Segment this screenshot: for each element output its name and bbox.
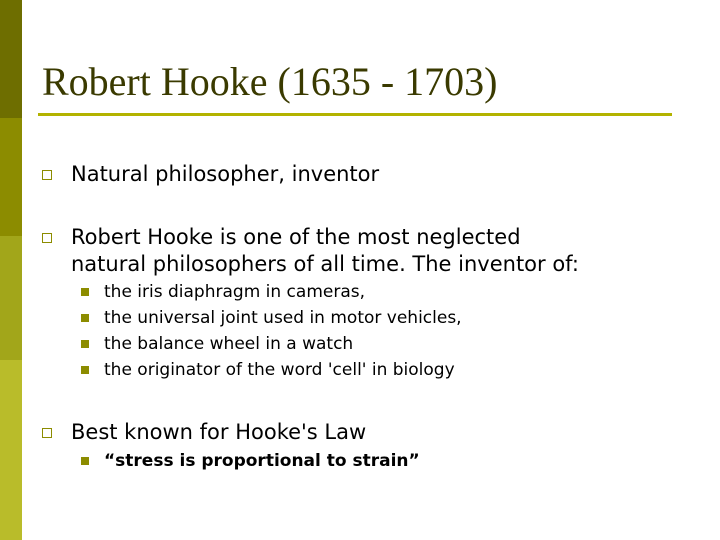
bullet-text-line-2: natural philosophers of all time. The inventor of:: [71, 252, 579, 276]
filled-square-bullet-icon: [81, 288, 89, 296]
sub-bullet-text: the universal joint used in motor vehicles,: [104, 308, 462, 328]
sub-bullet-text: the originator of the word 'cell' in biology: [104, 360, 455, 380]
sub-bullet-text: the iris diaphragm in cameras,: [104, 282, 366, 302]
side-bar-segment: [0, 236, 22, 360]
side-bar-segment: [0, 0, 22, 118]
square-bullet-icon: [42, 428, 52, 438]
side-bar-segment: [0, 118, 22, 236]
side-bar-segment: [0, 360, 22, 540]
title-underline: [38, 113, 672, 116]
bullet-text-line-1: Robert Hooke is one of the most neglected: [71, 225, 521, 249]
decorative-side-bar: [0, 0, 22, 540]
filled-square-bullet-icon: [81, 340, 89, 348]
sub-bullet-text: the balance wheel in a watch: [104, 334, 354, 354]
bullet-text: Best known for Hooke's Law: [71, 420, 367, 444]
filled-square-bullet-icon: [81, 314, 89, 322]
square-bullet-icon: [42, 170, 52, 180]
sub-bullet-text-quote: “stress is proportional to strain”: [104, 451, 420, 471]
filled-square-bullet-icon: [81, 366, 89, 374]
bullet-text: Natural philosopher, inventor: [71, 162, 380, 186]
filled-square-bullet-icon: [81, 457, 89, 465]
slide-title: Robert Hooke (1635 - 1703): [42, 59, 498, 104]
square-bullet-icon: [42, 233, 52, 243]
